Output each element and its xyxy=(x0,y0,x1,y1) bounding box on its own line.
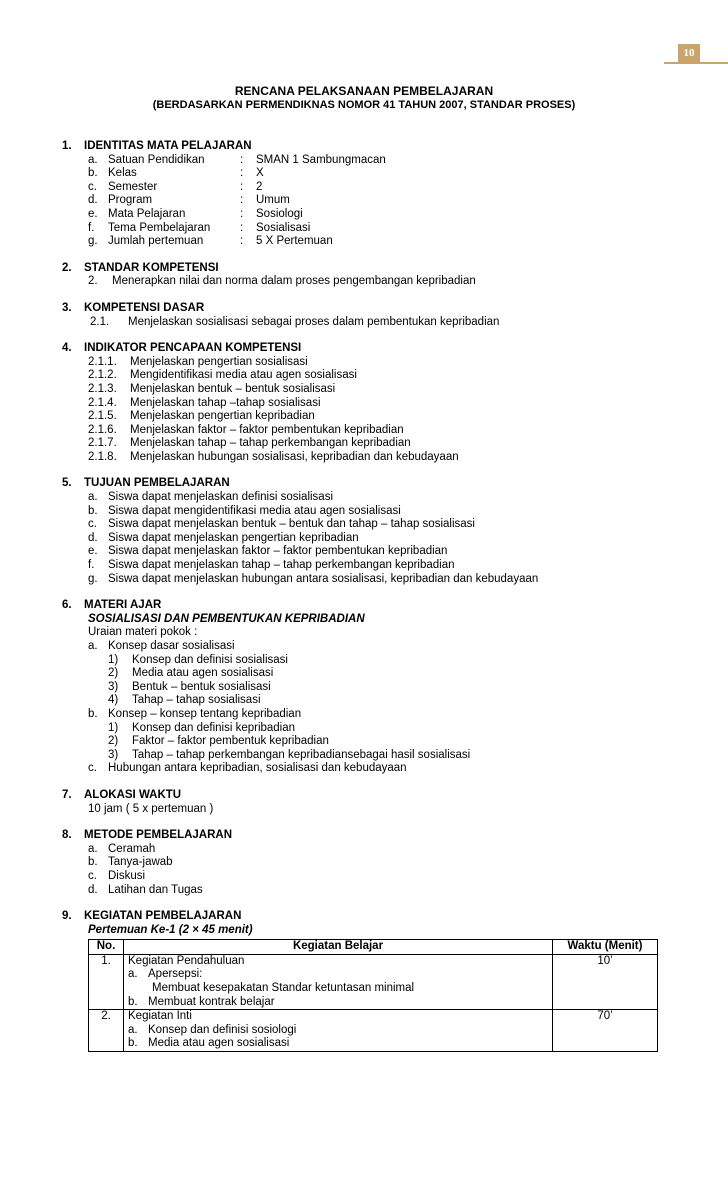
list-item: 2.1.2. Mengidentifikasi media atau agen sosialisasi xyxy=(88,369,357,382)
section-kegiatan: 9. KEGIATAN PEMBELAJARAN Pertemuan Ke-1 (2 × 45 menit) No. Kegiatan Belajar Waktu (Menit) 1. Kegiatan Pendahuluan a. Apersepsi: Membuat kesepakatan Standar ketuntasan minimal b. Membuat kontrak belajar 10’ 2. Kegiatan Inti a. Konsep dan definisi sosiologi b. Media atau agen sosialisasi 70’ xyxy=(84,910,684,1052)
page-number-badge: 10 xyxy=(678,44,700,62)
ident-row: e. Mata Pelajaran : Sosiologi xyxy=(88,207,303,220)
document-subtitle: (BERDASARKAN PERMENDIKNAS NOMOR 41 TAHUN 2007, STANDAR PROSES) xyxy=(152,99,576,111)
list-item: 2. Menerapkan nilai dan norma dalam proses pengembangan kepribadian xyxy=(88,275,476,288)
section-heading: KEGIATAN PEMBELAJARAN xyxy=(84,910,242,923)
list-item: 2.1.6. Menjelaskan faktor – faktor pembentukan kepribadian xyxy=(88,423,404,436)
intro-text: Uraian materi pokok : xyxy=(88,626,198,639)
time-allocation: 10 jam ( 5 x pertemuan ) xyxy=(88,802,214,815)
section-heading: METODE PEMBELAJARAN xyxy=(84,829,233,842)
list-item: 2.1.3. Menjelaskan bentuk – bentuk sosialisasi xyxy=(88,382,336,395)
column-header-time: Waktu (Menit) xyxy=(553,940,658,955)
ident-row: d. Program : Umum xyxy=(88,194,290,207)
list-item: 1) Konsep dan definisi sosialisasi xyxy=(108,653,288,666)
list-item: b. Tanya-jawab xyxy=(88,856,173,869)
activity-table xyxy=(88,939,658,1052)
section-tujuan: 5. TUJUAN PEMBELAJARAN a. Siswa dapat menjelaskan definisi sosialisasi b. Siswa dapat mengidentifikasi media atau agen sosialisasi c. Siswa dapat menjelaskan bentuk – bentuk dan tahap – tahap sosialisasi d. Siswa dapat menjelaskan pengertian kepribadian e. Siswa dapat menjelaskan faktor – faktor pembentukan kepribadian f. Siswa dapat menjelaskan tahap – tahap perkembangan kepribadian g. Siswa dapat menjelaskan hubungan antara sosialisasi, kepribadian dan kebudayaan xyxy=(84,477,684,586)
list-item: 2.1.1. Menjelaskan pengertian sosialisasi xyxy=(88,355,308,368)
section-identitas xyxy=(62,140,684,249)
section-heading: IDENTITAS MATA PELAJARAN xyxy=(84,140,252,152)
list-item: 2.1.4. Menjelaskan tahap –tahap sosialisasi xyxy=(88,396,321,409)
ident-row: f. Tema Pembelajaran : Sosialisasi xyxy=(88,221,311,234)
section-heading: TUJUAN PEMBELAJARAN xyxy=(84,477,230,490)
section-indikator: 4. INDIKATOR PENCAPAAN KOMPETENSI 2.1.1. Menjelaskan pengertian sosialisasi 2.1.2. Mengidentifikasi media atau agen sosialisasi 2.1.3. Menjelaskan bentuk – bentuk sosialisasi 2.1.4. Menjelaskan tahap –tahap sosialisasi 2.1.5. Menjelaskan pengertian kepribadian 2.1.6. Menjelaskan faktor – faktor pembentukan kepribadian 2.1.7. Menjelaskan tahap – tahap perkembangan kepribadian 2.1.8. Menjelaskan hubungan sosialisasi, kepribadian dan kebudayaan xyxy=(84,342,684,464)
section-alokasi-waktu: 7. ALOKASI WAKTU 10 jam ( 5 x pertemuan ) xyxy=(84,789,684,816)
list-item: 4) Tahap – tahap sosialisasi xyxy=(108,694,261,707)
list-item: d. Latihan dan Tugas xyxy=(88,883,203,896)
list-item: a. Konsep dasar sosialisasi xyxy=(88,640,235,652)
list-item: a. Ceramah xyxy=(88,842,156,855)
document-body xyxy=(62,140,684,1065)
header-rule xyxy=(664,62,728,64)
list-item: f. Siswa dapat menjelaskan tahap – tahap perkembangan kepribadian xyxy=(88,559,455,572)
list-item: g. Siswa dapat menjelaskan hubungan antara sosialisasi, kepribadian dan kebudayaan xyxy=(88,572,539,585)
table-row: 2. Kegiatan Inti a. Konsep dan definisi sosiologi b. Media atau agen sosialisasi 70’ xyxy=(89,1010,658,1052)
list-item: 3) Bentuk – bentuk sosialisasi xyxy=(108,680,271,693)
ident-row: b. Kelas : X xyxy=(88,167,264,180)
ident-row: a. Satuan Pendidikan : SMAN 1 Sambungmacan xyxy=(88,153,386,166)
section-materi-ajar: 6. MATERI AJAR SOSIALISASI DAN PEMBENTUKAN KEPRIBADIAN Uraian materi pokok : a. Konsep dasar sosialisasi 1) Konsep dan definisi sosialisasi 2) Media atau agen sosialisasi 3) Bentuk – bentuk sosialisasi 4) Tahap – tahap sosialisasi b. Konsep – konsep tentang kepribadian 1) Konsep dan definisi kepribadian 2) Faktor – faktor pembentuk kepribadian 3) Tahap – tahap perkembangan kepribadiansebagai hasil sosialisasi c. Hubungan antara kepribadian, sosialisasi dan kebudayaan xyxy=(84,599,684,776)
topic-title: SOSIALISASI DAN PEMBENTUKAN KEPRIBADIAN xyxy=(88,612,365,625)
list-item: 1) Konsep dan definisi kepribadian xyxy=(108,721,296,734)
table-row: 1. Kegiatan Pendahuluan a. Apersepsi: Membuat kesepakatan Standar ketuntasan minimal b. Membuat kontrak belajar 10’ xyxy=(89,954,658,1009)
table-header-row xyxy=(89,940,658,955)
list-item: 3) Tahap – tahap perkembangan kepribadiansebagai hasil sosialisasi xyxy=(108,748,471,761)
list-item: b. Siswa dapat mengidentifikasi media atau agen sosialisasi xyxy=(88,504,401,517)
list-item: 2) Media atau agen sosialisasi xyxy=(108,667,274,680)
section-heading: INDIKATOR PENCAPAAN KOMPETENSI xyxy=(84,342,302,355)
section-heading: MATERI AJAR xyxy=(84,599,162,612)
section-heading: KOMPETENSI DASAR xyxy=(84,301,205,314)
section-heading: STANDAR KOMPETENSI xyxy=(84,261,219,274)
list-item: 2.1. Menjelaskan sosialisasi sebagai proses dalam pembentukan kepribadian xyxy=(90,315,500,328)
list-item: c. Siswa dapat menjelaskan bentuk – bentuk dan tahap – tahap sosialisasi xyxy=(88,518,475,531)
list-item: 2.1.5. Menjelaskan pengertian kepribadian xyxy=(88,410,315,423)
list-item: 2) Faktor – faktor pembentuk kepribadian xyxy=(108,735,329,748)
list-item: b. Konsep – konsep tentang kepribadian xyxy=(88,707,302,720)
list-item: e. Siswa dapat menjelaskan faktor – faktor pembentukan kepribadian xyxy=(88,545,448,558)
list-item: 2.1.7. Menjelaskan tahap – tahap perkembangan kepribadian xyxy=(88,437,411,450)
meeting-title: Pertemuan Ke-1 (2 × 45 menit) xyxy=(88,923,253,936)
section-heading: ALOKASI WAKTU xyxy=(84,788,182,801)
ident-row: c. Semester : 2 xyxy=(88,180,263,193)
list-item: c. Hubungan antara kepribadian, sosialisasi dan kebudayaan xyxy=(88,762,407,775)
list-item: a. Siswa dapat menjelaskan definisi sosialisasi xyxy=(88,491,334,504)
column-header-activity: Kegiatan Belajar xyxy=(124,940,553,955)
section-metode: 8. METODE PEMBELAJARAN a. Ceramah b. Tanya-jawab c. Diskusi d. Latihan dan Tugas xyxy=(84,829,684,897)
section-number: 1. xyxy=(62,140,72,152)
ident-row: g. Jumlah pertemuan : 5 X Pertemuan xyxy=(88,235,333,248)
section-standar-kompetensi: 2. STANDAR KOMPETENSI 2. Menerapkan nilai dan norma dalam proses pengembangan kepribadian xyxy=(84,262,684,289)
column-header-no: No. xyxy=(89,940,124,955)
section-kompetensi-dasar: 3. KOMPETENSI DASAR 2.1. Menjelaskan sosialisasi sebagai proses dalam pembentukan kepribadian xyxy=(84,302,684,329)
list-item: c. Diskusi xyxy=(88,869,146,882)
document-title: RENCANA PELAKSANAAN PEMBELAJARAN xyxy=(234,84,494,98)
list-item: d. Siswa dapat menjelaskan pengertian kepribadian xyxy=(88,531,359,544)
list-item: 2.1.8. Menjelaskan hubungan sosialisasi, kepribadian dan kebudayaan xyxy=(88,450,459,463)
